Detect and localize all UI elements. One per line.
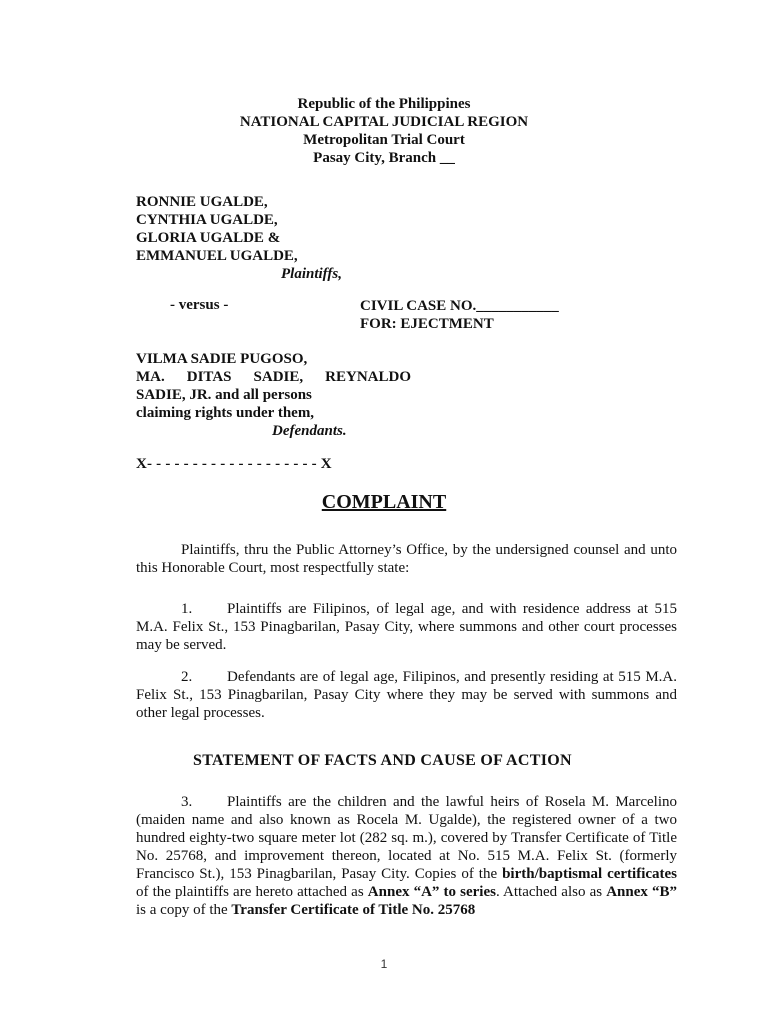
emphasis-birth-certificates: birth/baptismal certificates	[502, 866, 678, 882]
paragraph-text: . Attached also as	[495, 884, 603, 900]
document-title: COMPLAINT	[321, 491, 447, 513]
paragraph-number: 3.	[181, 794, 193, 810]
header-line-region: NATIONAL CAPITAL JUDICIAL REGION	[239, 114, 529, 130]
paragraph-text: of the plaintiffs are hereto attached as	[136, 884, 364, 900]
case-number: CIVIL CASE NO.___________	[360, 298, 559, 314]
plaintiffs-block	[136, 193, 342, 283]
versus-label: - versus -	[170, 297, 229, 313]
paragraph-3	[136, 793, 677, 919]
defendant-line: claiming rights under them,	[136, 405, 315, 421]
case-info	[360, 297, 559, 333]
plaintiff-name: GLORIA UGALDE &	[136, 230, 281, 246]
emphasis-tct: Transfer Certificate of Title No. 25768	[231, 902, 476, 918]
plaintiff-name: EMMANUEL UGALDE,	[136, 248, 298, 264]
section-heading: STATEMENT OF FACTS AND CAUSE OF ACTION	[193, 752, 572, 769]
paragraph-1	[136, 600, 677, 654]
paragraph-text: is a copy of the	[136, 902, 228, 918]
defendants-block	[136, 350, 411, 440]
paragraph-text: Defendants are of legal age, Filipinos, and presently residing at 515 M.A. Felix St., 153 Pinagbarilan, Pasay City where they may be served with summons and other legal processes.	[136, 669, 677, 721]
plaintiff-name: RONNIE UGALDE,	[136, 194, 268, 210]
paragraph-number: 2.	[181, 669, 193, 685]
paragraph-text: Plaintiffs are Filipinos, of legal age, and with residence address at 515 M.A. Felix St., 153 Pinagbarilan, Pasay City, where summons and other court processes may be served.	[136, 601, 677, 653]
defendant-line: VILMA SADIE PUGOSO,	[136, 351, 308, 367]
caption-separator: X- - - - - - - - - - - - - - - - - - - X	[136, 456, 332, 472]
header-line-republic: Republic of the Philippines	[297, 96, 471, 112]
defendant-line: MA. DITAS SADIE, REYNALDO	[136, 369, 411, 385]
plaintiff-name: CYNTHIA UGALDE,	[136, 212, 278, 228]
court-header	[0, 95, 768, 167]
defendant-line: SADIE, JR. and all persons	[136, 387, 312, 403]
page-number: 1	[380, 957, 388, 971]
header-line-branch: Pasay City, Branch __	[313, 150, 455, 166]
intro-text: Plaintiffs, thru the Public Attorney’s Office, by the undersigned counsel and unto this Honorable Court, most respectfully state:	[136, 542, 677, 576]
paragraph-text: Plaintiffs are the children and the lawful heirs of Rosela M. Marcelino (maiden name and also known as Rocela M. Ugalde), the registered owner of a two hundred eighty-two square meter lot (282 sq. m.), covered by Transfer Certificate of Title No. 25768, and improvement thereon, located at No. 515 M.A. Felix St. (formerly Francisco St.), 153 Pinagbarilan, Pasay City. Copies of the	[136, 794, 677, 882]
intro-paragraph	[136, 541, 677, 577]
defendants-role: Defendants.	[272, 423, 347, 439]
emphasis-annex-b: Annex “B”	[606, 884, 677, 900]
case-nature: FOR: EJECTMENT	[360, 316, 494, 332]
paragraph-2	[136, 668, 677, 722]
paragraph-number: 1.	[181, 601, 193, 617]
header-line-court: Metropolitan Trial Court	[303, 132, 465, 148]
emphasis-annex-a: Annex “A” to series	[367, 884, 496, 900]
plaintiffs-role: Plaintiffs,	[281, 266, 342, 282]
